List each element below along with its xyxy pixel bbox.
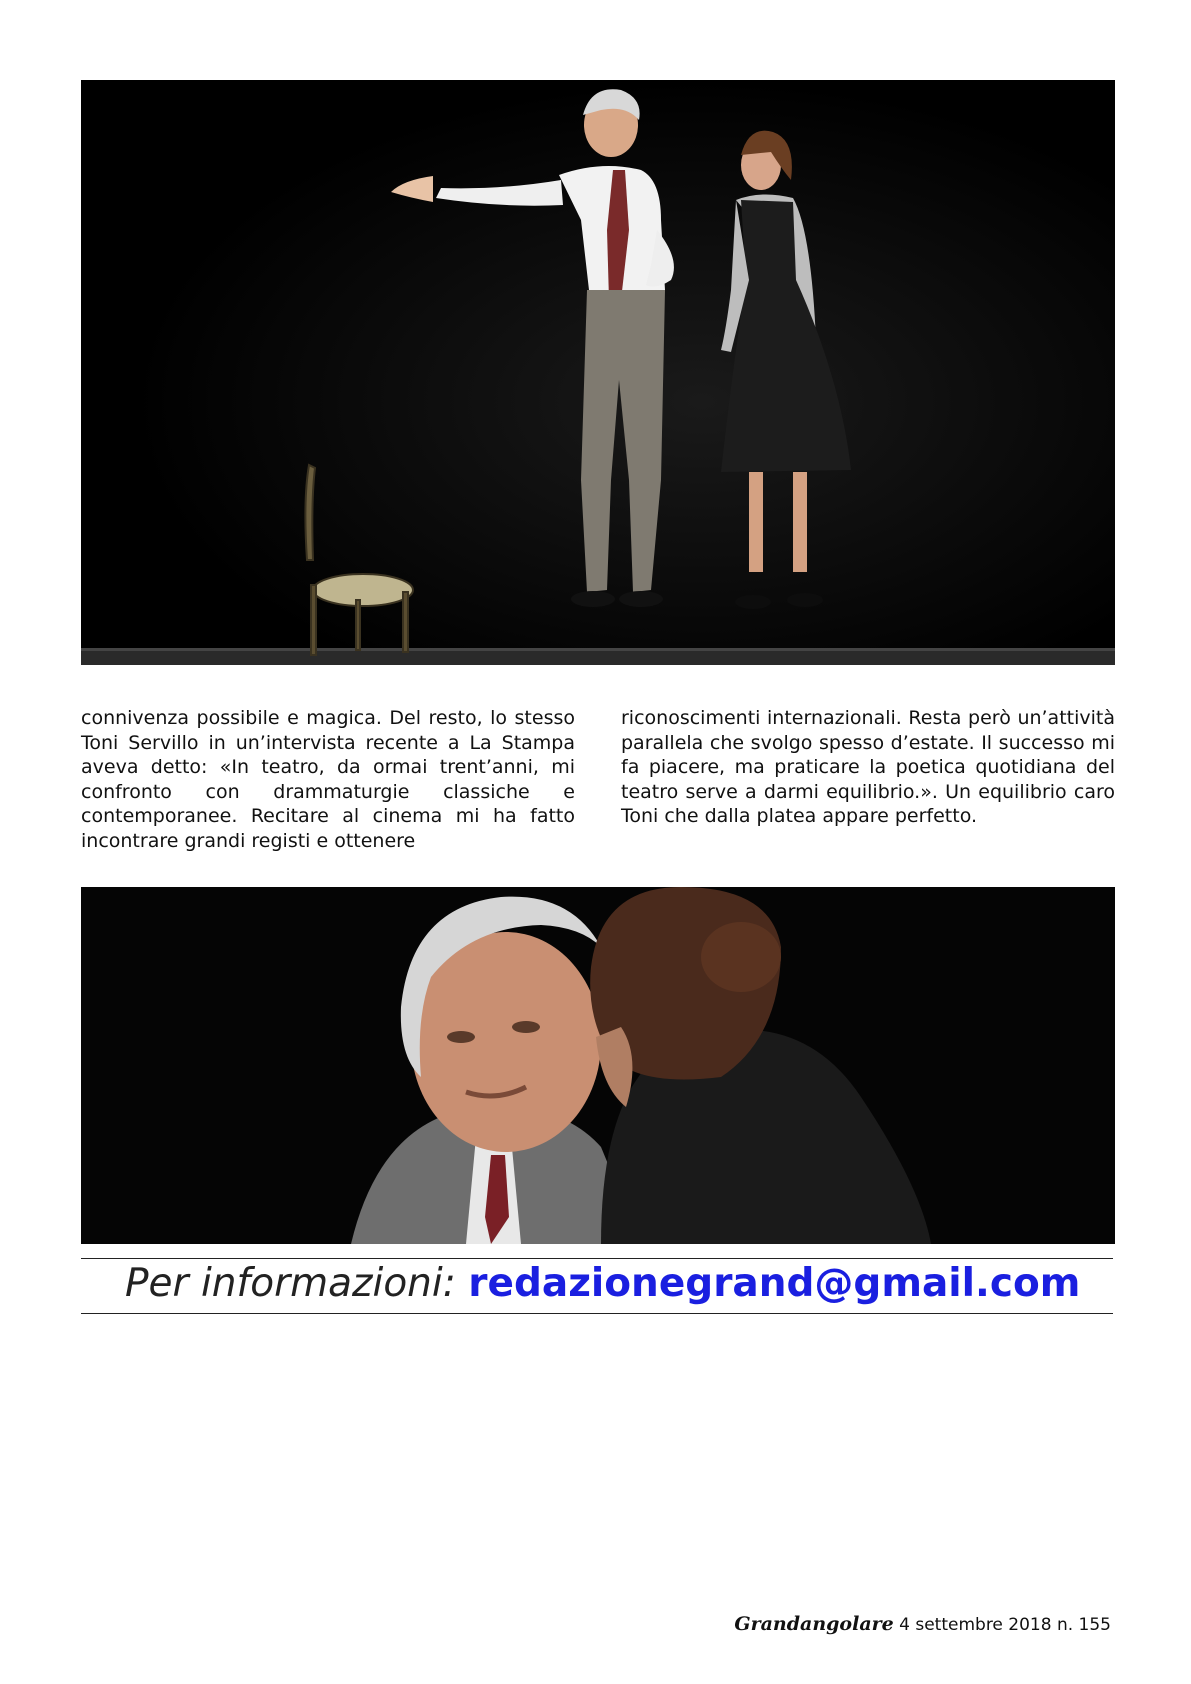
divider-bottom xyxy=(81,1313,1113,1314)
info-line xyxy=(125,1256,1080,1312)
page-footer xyxy=(734,1613,1111,1636)
stage-photo-bottom xyxy=(81,887,1115,1244)
email-link[interactable]: redazionegrand@gmail.com xyxy=(468,1261,1081,1306)
article-column-left: connivenza possibile e magica. Del resto, lo stesso Toni Servillo in un’intervista recente a La Stampa aveva detto: «In teatro, da ormai trent’anni, mi confronto con drammaturgie classiche e contemporanee. Recitare al cinema mi ha fatto incontrare grandi registi e ottenere xyxy=(81,707,575,852)
article-column-right: riconoscimenti internazionali. Resta però un’attività parallela che svolgo spesso d’estate. Il successo mi fa piacere, ma praticare la poetica quotidiana del teatro serve a darmi equilibrio.». Un equilibrio caro Toni che dalla platea appare perfetto. xyxy=(621,707,1115,827)
closeup-scene-illustration xyxy=(81,887,1115,1244)
magazine-name: Grandangolare xyxy=(734,1613,894,1635)
stage-scene-illustration xyxy=(81,80,1115,665)
issue-info: 4 settembre 2018 n. 155 xyxy=(899,1615,1111,1635)
stage-photo-top xyxy=(81,80,1115,665)
info-label: Per informazioni: xyxy=(125,1261,456,1306)
